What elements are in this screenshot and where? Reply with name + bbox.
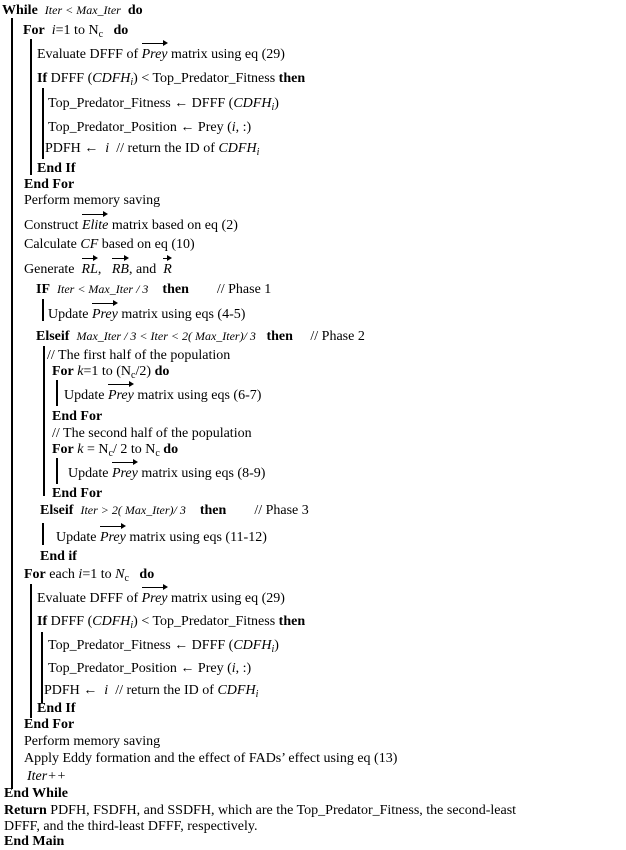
phase3-block-bar xyxy=(42,523,44,545)
update-prey-line-3: Update Prey matrix using eqs (8-9) xyxy=(68,466,266,481)
assign-position-line-2: Top_Predator_Position ← Prey (i, :) xyxy=(48,661,252,676)
for-k-block-bar-1 xyxy=(56,380,58,406)
update-prey-line-2: Update Prey matrix using eqs (6-7) xyxy=(64,388,262,403)
phase2-block-bar xyxy=(43,346,45,496)
end-main-line: End Main xyxy=(4,834,65,849)
end-for-k-line-1: End For xyxy=(52,409,103,424)
phase1-block-bar xyxy=(42,299,44,321)
for-block-bar-1 xyxy=(30,39,32,175)
construct-elite-line: Construct Elite matrix based on eq (2) xyxy=(24,218,238,233)
end-while-line: End While xyxy=(4,786,68,801)
for-line-1: For i=1 to $N_c$ do xyxy=(23,23,129,40)
assign-position-line-1: Top_Predator_Position ← Prey (i, :) xyxy=(48,120,252,135)
second-half-comment: // The second half of the population xyxy=(52,426,252,441)
for-each-line: For each i=1 to $N_c$ do xyxy=(24,567,155,584)
return-line: Return PDFH, FSDFH, and SSDFH, which are the Top_Predator_Fitness, the second-least xyxy=(4,803,517,818)
end-if-line-1: End If xyxy=(37,161,76,176)
end-if-line-2: End If xyxy=(37,701,76,716)
iter-increment-line: Iter++ xyxy=(27,769,67,784)
for-k-line-2: For $k = N_c/$ 2 to $N_c$ do xyxy=(52,442,179,459)
return-continuation-line: DFFF, and the third-least DFFF, respectively. xyxy=(4,819,258,834)
first-half-comment: // The first half of the population xyxy=(47,348,231,363)
update-prey-line-1: Update Prey matrix using eqs (4-5) xyxy=(48,307,246,322)
memory-saving-line-1: Perform memory saving xyxy=(24,193,161,208)
eddy-formation-line: Apply Eddy formation and the effect of FADs’ effect using eq (13) xyxy=(24,751,398,766)
end-for-line-1: End For xyxy=(24,177,75,192)
for-block-bar-2 xyxy=(30,584,32,718)
for-k-line-1: For k=1 to $(N_c/2)$ do xyxy=(52,364,170,381)
update-prey-line-4: Update Prey matrix using eqs (11-12) xyxy=(56,530,267,545)
if-line-2: If DFFF $(CDFH_i)$ < Top_Predator_Fitness then xyxy=(37,614,306,631)
if-block-bar-1 xyxy=(42,88,44,159)
phase2-elseif-line: Elseif Max_Iter / 3 < Iter < 2( Max_Iter)/ 3 then // Phase 2 xyxy=(36,329,365,344)
assign-fitness-line-2: Top_Predator_Fitness ← DFFF $(CDFH_i)$ xyxy=(48,638,279,655)
while-line: While Iter < Max_Iter do xyxy=(2,3,143,18)
end-for-k-line-2: End For xyxy=(52,486,103,501)
pdfh-line-1: PDFH ← i // return the ID of $CDFH_i$ xyxy=(45,141,260,158)
calculate-cf-line: Calculate CF based on eq (10) xyxy=(24,237,195,252)
generate-line: Generate RL, RB, and R xyxy=(24,262,172,277)
end-if-phase-line: End if xyxy=(40,549,77,564)
evaluate-line-1: Evaluate DFFF of Prey matrix using eq (29) xyxy=(37,47,285,62)
for-k-block-bar-2 xyxy=(56,458,58,484)
pdfh-line-2: PDFH ← i // return the ID of $CDFH_i$ xyxy=(44,683,259,700)
phase3-elseif-line: Elseif Iter > 2( Max_Iter)/ 3 then // Phase 3 xyxy=(40,503,309,518)
end-for-line-2: End For xyxy=(24,717,75,732)
assign-fitness-line-1: Top_Predator_Fitness ← DFFF $(CDFH_i)$ xyxy=(48,96,279,113)
if-block-bar-2 xyxy=(41,632,43,703)
if-line-1: If DFFF $(CDFH_i)$ < Top_Predator_Fitness then xyxy=(37,71,306,88)
phase1-if-line: IF Iter < Max_Iter / 3 then // Phase 1 xyxy=(36,282,272,297)
while-block-bar xyxy=(11,18,13,789)
evaluate-line-2: Evaluate DFFF of Prey matrix using eq (29) xyxy=(37,591,285,606)
memory-saving-line-2: Perform memory saving xyxy=(24,734,161,749)
